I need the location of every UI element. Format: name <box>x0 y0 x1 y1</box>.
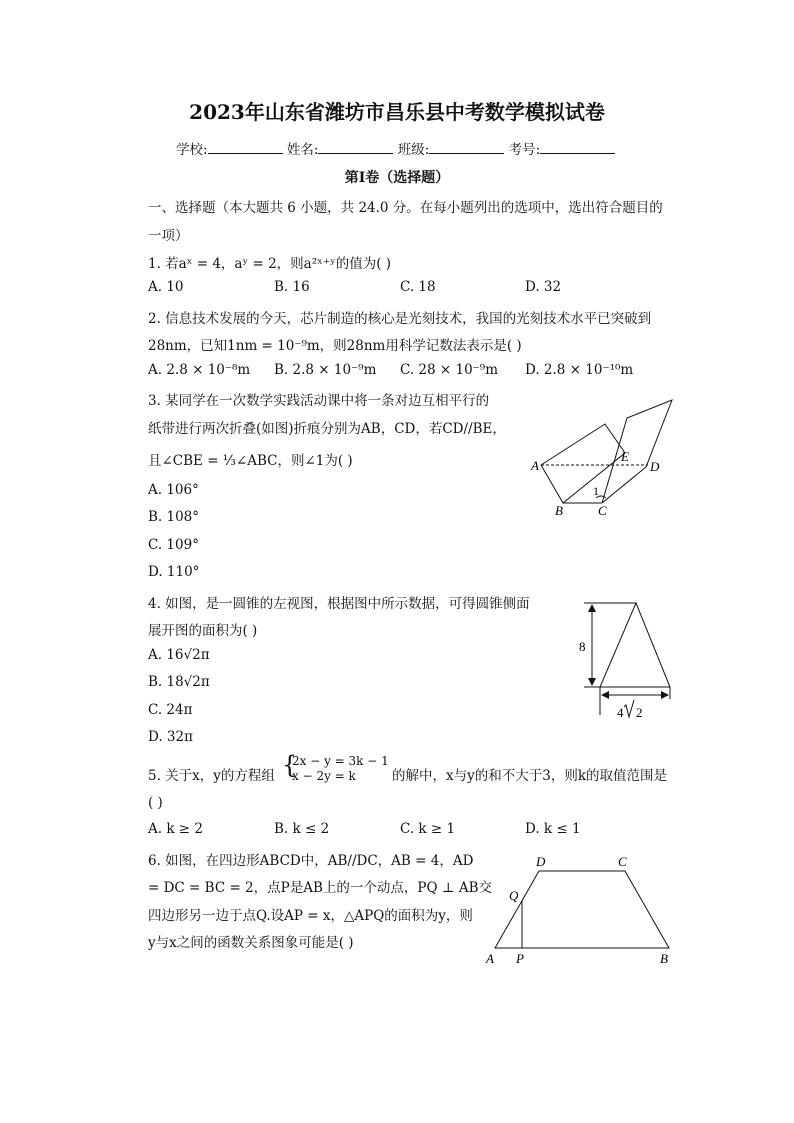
q1-option-b: B. 16 <box>274 279 310 295</box>
q5-prefix: 5. 关于x，y的方程组 <box>148 768 275 784</box>
number-label: 考号: <box>508 142 541 158</box>
class-label: 班级: <box>397 142 430 158</box>
q5-option-c: C. k ≥ 1 <box>400 821 456 837</box>
q3-label-c: C <box>598 503 607 518</box>
q3-label-angle1: 1 <box>593 484 599 498</box>
q3-line1: 3. 某同学在一次数学实践活动课中将一条对边互相平行的 <box>148 393 490 409</box>
name-blank <box>318 139 393 154</box>
q1-option-c: C. 18 <box>400 279 436 295</box>
q3-label-b: B <box>555 503 563 518</box>
q3-fold-right <box>602 400 672 503</box>
q6-trapezoid <box>495 871 669 948</box>
q3-line2: 纸带进行两次折叠(如图)折痕分别为AB，CD，若CD//BE， <box>148 421 506 437</box>
section-heading-line1: 一、选择题（本大题共 6 小题，共 24.0 分。在每小题列出的选项中，选出符合题目的 <box>148 200 663 216</box>
q6-label-a: A <box>486 951 494 966</box>
q3-option-b: B. 108° <box>148 509 200 525</box>
q3-label-d: D <box>650 459 660 474</box>
q6-label-b: B <box>660 951 668 966</box>
q1-option-d: D. 32 <box>525 279 562 295</box>
q3-label-e: E <box>621 449 629 464</box>
school-field <box>176 138 615 158</box>
q4-line2: 展开图的面积为( ) <box>148 623 258 639</box>
q4-label-2: 2 <box>636 705 643 720</box>
q3-figure <box>526 395 676 520</box>
section-heading-line2: 一项） <box>148 228 189 244</box>
q4-radical-sign <box>624 700 634 717</box>
q6-line1: 6. 如图，在四边形ABCD中，AB//DC，AB = 4，AD <box>148 853 474 869</box>
q4-option-b: B. 18√2π <box>148 674 210 690</box>
q5-option-d: D. k ≤ 1 <box>525 821 581 837</box>
q3-label-a: A <box>531 458 539 473</box>
class-blank <box>429 139 504 154</box>
q4-label-8: 8 <box>579 639 586 654</box>
q3-option-c: C. 109° <box>148 537 199 553</box>
school-label: 学校: <box>176 142 208 158</box>
q3-option-d: D. 110° <box>148 564 200 580</box>
page-title: 2023年山东省潍坊市昌乐县中考数学模拟试卷 <box>189 100 605 124</box>
name-label: 姓名: <box>286 142 319 158</box>
q2-line1: 2. 信息技术发展的今天，芯片制造的核心是光刻技术，我国的光刻技术水平已突破到 <box>148 311 652 327</box>
q4-figure <box>576 595 680 725</box>
q5-brace: { <box>282 751 298 779</box>
number-blank <box>540 139 615 154</box>
q5-suffix: 的解中，x与y的和不大于3，则k的取值范围是 <box>392 768 668 784</box>
q6-line4: y与x之间的函数关系图象可能是( ) <box>148 935 354 951</box>
q4-option-a: A. 16√2π <box>148 647 210 663</box>
q4-option-c: C. 24π <box>148 702 193 718</box>
q4-label-4: 4 <box>617 705 624 720</box>
q2-option-a: A. 2.8 × 10⁻⁸m <box>148 362 251 378</box>
q5-eq2: x − 2y = k <box>292 769 356 783</box>
q4-cone-triangle <box>600 603 670 687</box>
q1-stem: 1. 若aˣ = 4，aʸ = 2，则a²ˣ⁺ʸ的值为( ) <box>148 256 392 272</box>
q2-option-c: C. 28 × 10⁻⁹m <box>400 362 499 378</box>
q6-line3: 四边形另一边于点Q.设AP = x，△APQ的面积为y，则 <box>148 908 473 924</box>
q6-figure <box>482 852 678 970</box>
q3-line3: 且∠CBE = ⅓∠ABC，则∠1为( ) <box>148 453 353 469</box>
q5-option-b: B. k ≤ 2 <box>274 821 330 837</box>
q6-label-q: Q <box>509 888 519 903</box>
school-blank <box>208 139 283 154</box>
q6-label-p: P <box>516 951 524 966</box>
q3-fold-left <box>541 424 625 503</box>
q5-eq1: 2x − y = 3k − 1 <box>292 754 389 768</box>
volume-title: 第I卷（选择题） <box>344 170 450 186</box>
q5-option-a: A. k ≥ 2 <box>148 821 203 837</box>
q6-label-d: D <box>536 854 546 869</box>
q2-option-d: D. 2.8 × 10⁻¹⁰m <box>525 362 634 378</box>
q1-option-a: A. 10 <box>148 279 184 295</box>
q6-line2: = DC = BC = 2，点P是AB上的一个动点，PQ ⊥ AB交 <box>148 880 492 896</box>
q2-option-b: B. 2.8 × 10⁻⁹m <box>274 362 377 378</box>
q2-line2: 28nm，已知1nm = 10⁻⁹m，则28nm用科学记数法表示是( ) <box>148 338 522 354</box>
q5-line2: ( ) <box>148 795 163 811</box>
q6-label-c: C <box>618 854 627 869</box>
q4-option-d: D. 32π <box>148 729 193 745</box>
q3-option-a: A. 106° <box>148 482 199 498</box>
q4-line1: 4. 如图，是一圆锥的左视图，根据图中所示数据，可得圆锥侧面 <box>148 596 530 612</box>
